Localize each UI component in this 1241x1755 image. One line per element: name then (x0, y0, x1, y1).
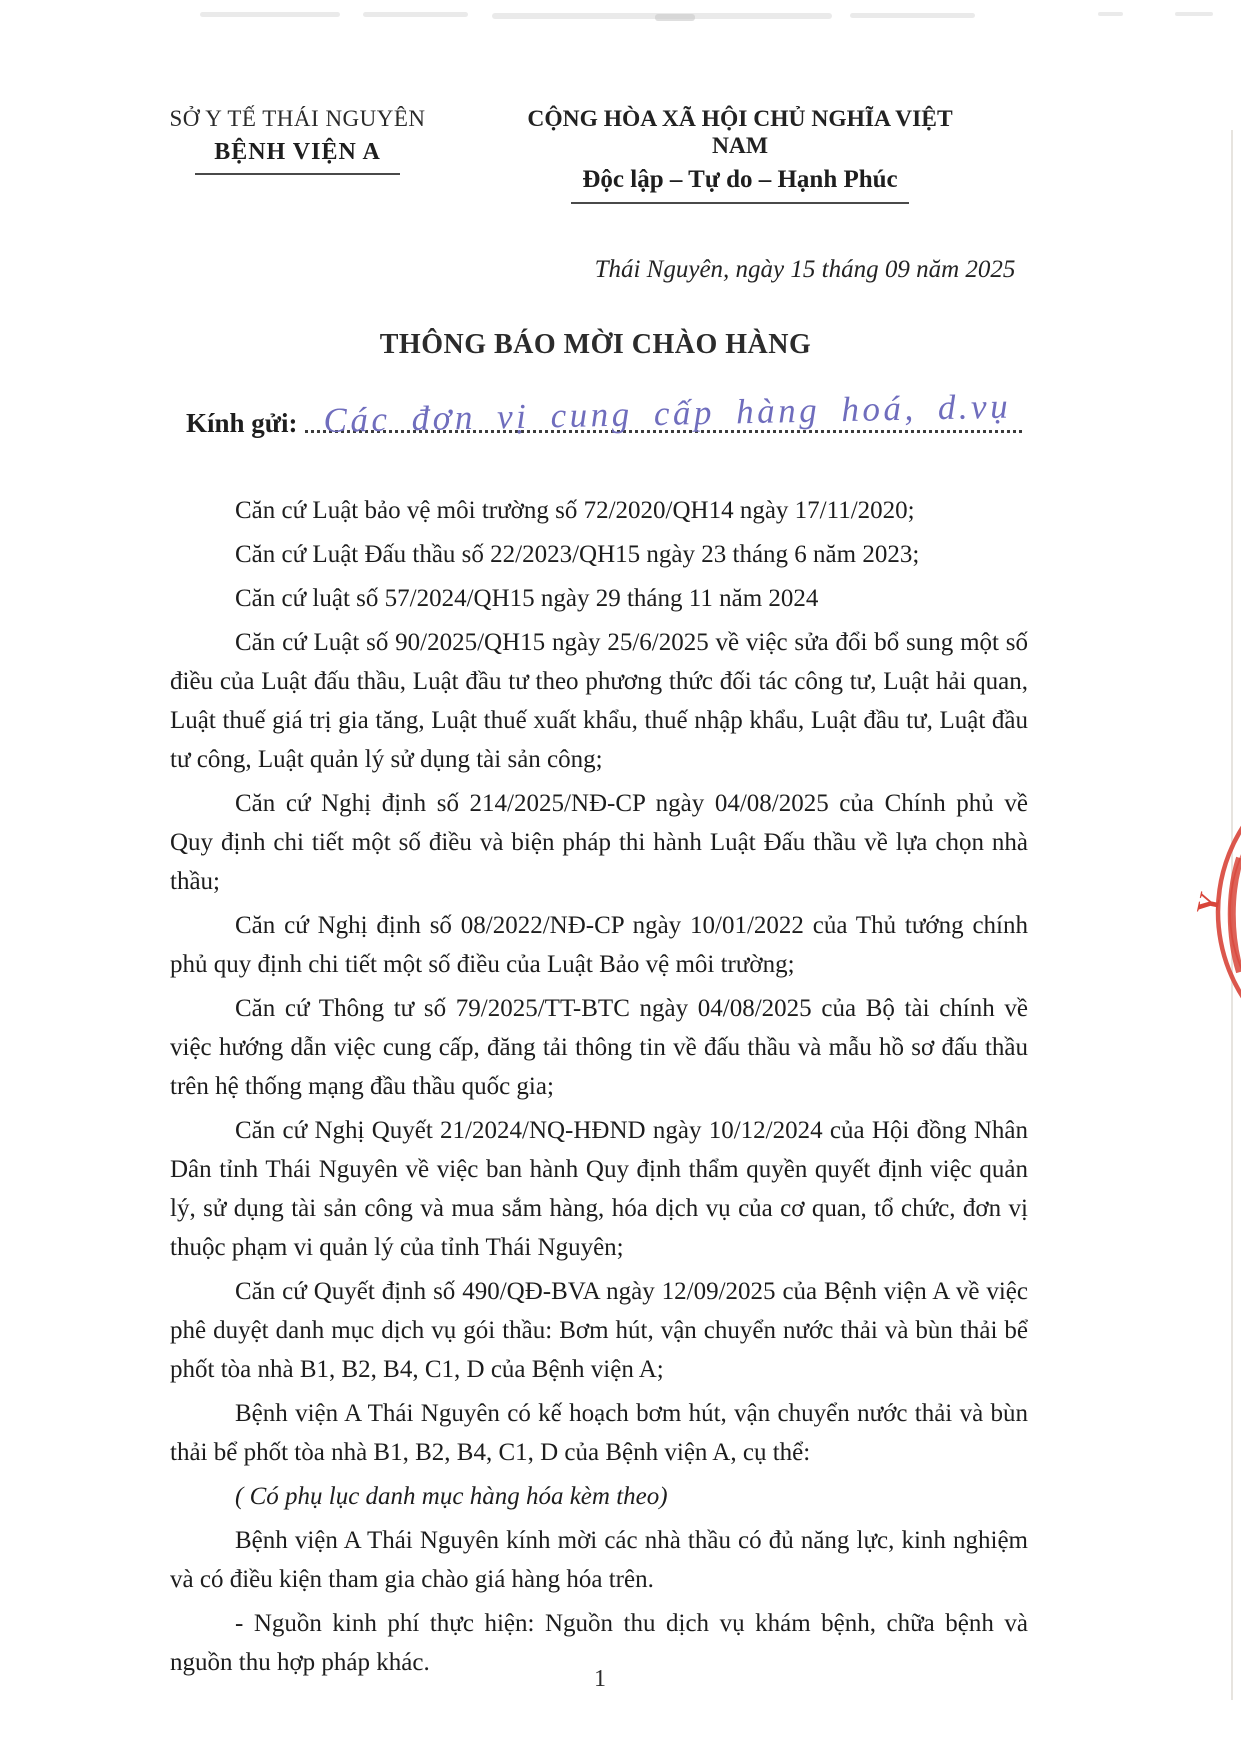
org-name: BỆNH VIỆN A (214, 139, 381, 165)
issuing-organization-block (115, 106, 480, 204)
document-body (170, 491, 1028, 1682)
body-paragraph: Căn cứ Nghị định số 214/2025/NĐ-CP ngày 04/08/2025 của Chính phủ về Quy định chi tiết một số điều và biện pháp thi hành Luật Đấu thầu về lựa chọn nhà thầu; (170, 790, 1028, 895)
scan-artifact (363, 12, 468, 17)
page-number: 1 (594, 1666, 606, 1692)
scan-artifact (200, 12, 340, 17)
body-paragraph: Bệnh viện A Thái Nguyên kính mời các nhà thầu có đủ năng lực, kinh nghiệm và có điều kiện tham gia chào giá hàng hóa trên. (170, 1527, 1028, 1593)
body-paragraph: Căn cứ Nghị Quyết 21/2024/NQ-HĐND ngày 10/12/2024 của Hội đồng Nhân Dân tỉnh Thái Nguyên về việc ban hành Quy định thẩm quyền quyết định việc quản lý, sử dụng tài sản công và mua sắm hàng, hóa dịch vụ của cơ quan, tổ chức, đơn vị thuộc phạm vi quản lý của tỉnh Thái Nguyên; (170, 1117, 1028, 1261)
parent-org-name: SỞ Y TẾ THÁI NGUYÊN (169, 106, 426, 131)
body-paragraph: Căn cứ Thông tư số 79/2025/TT-BTC ngày 04/08/2025 của Bộ tài chính về việc hướng dẫn việc cung cấp, đăng tải thông tin về đấu thầu và mẫu hồ sơ đấu thầu trên hệ thống mạng đầu thầu quốc gia; (170, 995, 1028, 1100)
national-motto: Độc lập – Tự do – Hạnh Phúc (582, 166, 898, 193)
national-heading-block (505, 106, 975, 204)
scan-artifact (850, 13, 975, 18)
document-title: THÔNG BÁO MỜI CHÀO HÀNG (379, 329, 812, 360)
place-date-line: Thái Nguyên, ngày 15 tháng 09 năm 2025 (594, 256, 1016, 283)
body-paragraph: Căn cứ luật số 57/2024/QH15 ngày 29 tháng 11 năm 2024 (235, 585, 819, 612)
body-paragraph: Căn cứ Luật số 90/2025/QH15 ngày 25/6/2025 về việc sửa đổi bổ sung một số điều của Luật đấu thầu, Luật đầu tư theo phương thức đối tác công tư, Luật hải quan, Luật thuế giá trị gia tăng, Luật thuế xuất khẩu, thuế nhập khẩu, Luật đầu tư, Luật đầu tư công, Luật quản lý sử dụng tài sản công; (170, 629, 1028, 773)
body-paragraph: Bệnh viện A Thái Nguyên có kế hoạch bơm hút, vận chuyển nước thải và bùn thải bể phốt tòa nhà B1, B2, B4, C1, D của Bệnh viện A, cụ thể: (170, 1400, 1028, 1466)
body-paragraph: Căn cứ Luật Đấu thầu số 22/2023/QH15 ngày 23 tháng 6 năm 2023; (235, 541, 920, 568)
annex-note: ( Có phụ lục danh mục hàng hóa kèm theo) (235, 1483, 668, 1510)
org-underline (195, 173, 400, 175)
scan-artifact (655, 14, 695, 21)
scan-artifact (1098, 12, 1123, 16)
body-paragraph: Căn cứ Quyết định số 490/QĐ-BVA ngày 12/09/2025 của Bệnh viện A về việc phê duyệt danh mục dịch vụ gói thầu: Bơm hút, vận chuyển nước thải và bùn thải bể phốt tòa nhà B1, B2, B4, C1, D của Bệnh viện A; (170, 1278, 1028, 1383)
letterhead (0, 0, 1241, 204)
body-paragraph: Căn cứ Nghị định số 08/2022/NĐ-CP ngày 10/01/2022 của Thủ tướng chính phủ quy định chi tiết một số điều của Luật Bảo vệ môi trường; (170, 912, 1028, 978)
salutation-line (186, 386, 1026, 441)
handwritten-recipient: Các đơn vị cung cấp hàng hoá, d.vụ (323, 386, 1012, 441)
motto-underline (571, 202, 909, 204)
national-title: CỘNG HÒA XÃ HỘI CHỦ NGHĨA VIỆT NAM (527, 106, 953, 159)
salutation-label: Kính gửi: (186, 408, 298, 438)
official-red-stamp (1186, 800, 1241, 1030)
stamp-letter: Y (1190, 889, 1228, 918)
body-paragraph: Căn cứ Luật bảo vệ môi trường số 72/2020/QH14 ngày 17/11/2020; (235, 497, 915, 524)
body-paragraph: - Nguồn kinh phí thực hiện: Nguồn thu dịch vụ khám bệnh, chữa bệnh và nguồn thu hợp pháp khác. (170, 1610, 1028, 1676)
scan-artifact (1175, 12, 1213, 16)
